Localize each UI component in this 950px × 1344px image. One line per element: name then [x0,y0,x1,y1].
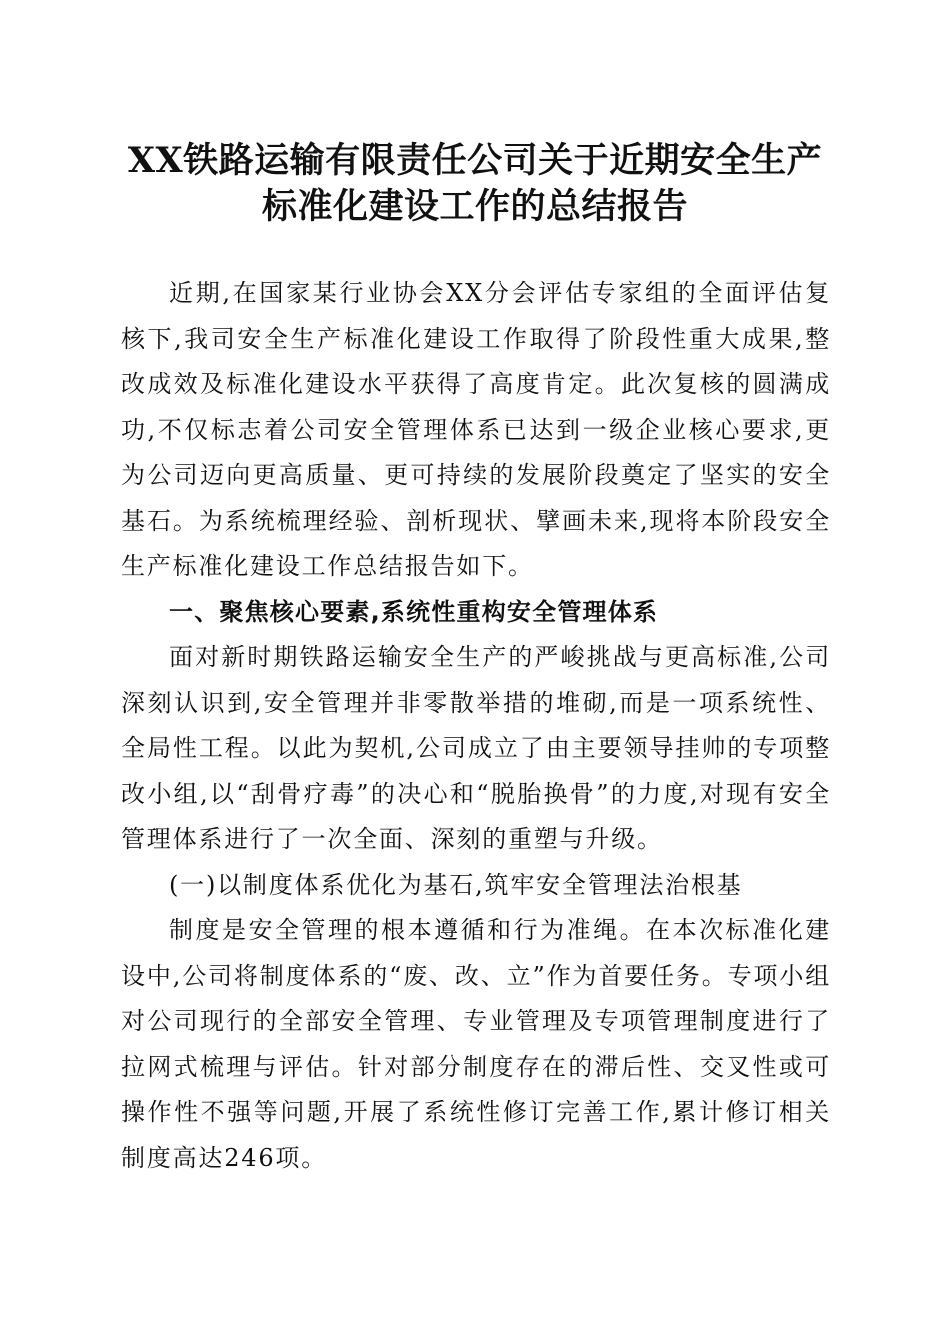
intro-paragraph: 近期,在国家某行业协会XX分会评估专家组的全面评估复核下,我司安全生产标准化建设工作取得了阶段性重大成果,整改成效及标准化建设水平获得了高度肯定。此次复核的圆满成功,不仅标志着公司安全管理体系已达到一级企业核心要求,更为公司迈向更高质量、更可持续的发展阶段奠定了坚实的安全基石。为系统梳理经验、剖析现状、擘画未来,现将本阶段安全生产标准化建设工作总结报告如下。 [121,279,831,580]
section-1-paragraph: 面对新时期铁路运输安全生产的严峻挑战与更高标准,公司深刻认识到,安全管理并非零散举措的堆砌,而是一项系统性、全局性工程。以此为契机,公司成立了由主要领导挂帅的专项整改小组,以“刮骨疗毒”的决心和“脱胎换骨”的力度,对现有安全管理体系进行了一次全面、深刻的重塑与升级。 [121,643,831,853]
section-1-heading: 一、聚焦核心要素,系统性重构安全管理体系 [169,597,659,626]
document-title-line-2: 标准化建设工作的总结报告 [261,186,688,227]
document-body [121,271,831,1181]
subsection-1-heading: (一)以制度体系优化为基石,筑牢安全管理法治根基 [169,870,743,899]
subsection-1-paragraph: 制度是安全管理的根本遵循和行为准绳。在本次标准化建设中,公司将制度体系的“废、改、立”作为首要任务。专项小组对公司现行的全部安全管理、专业管理及专项管理制度进行了拉网式梳理与评估。针对部分制度存在的滞后性、交叉性或可操作性不强等问题,开展了系统性修订完善工作,累计修订相关制度高达246项。 [121,916,831,1172]
document-title-line-1: XX铁路运输有限责任公司关于近期安全生产 [127,140,823,181]
